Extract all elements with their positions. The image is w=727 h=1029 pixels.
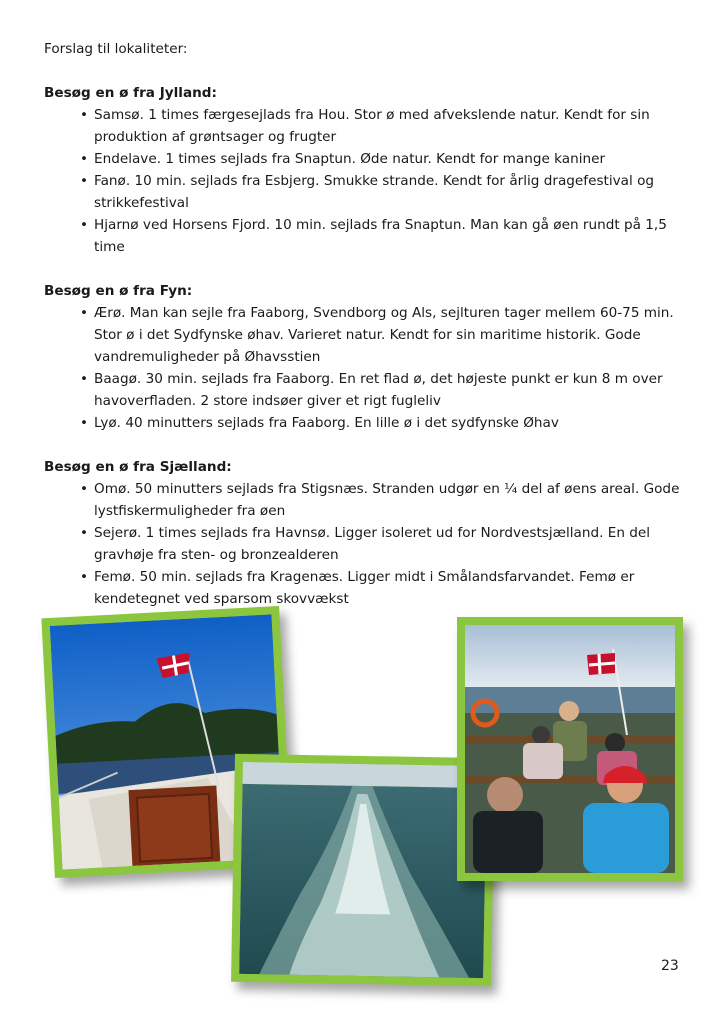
- main-text: [44, 38, 684, 632]
- page-number: 23: [661, 958, 679, 974]
- section-sjaelland: [44, 456, 684, 610]
- section-fyn: [44, 280, 684, 434]
- bullet-list: [44, 302, 684, 434]
- list-item: • Samsø. 1 times færgesejlads fra Hou. Stor ø med afvekslende natur. Kendt for sin produktion af grøntsager og frugter: [94, 104, 684, 148]
- photo-passengers: [457, 617, 683, 881]
- list-item: • Femø. 50 min. sejlads fra Kragenæs. Ligger midt i Smålandsfarvandet. Femø er kendetegnet ved sparsom skovvækst: [94, 566, 684, 610]
- list-item: • Sejerø. 1 times sejlads fra Havnsø. Ligger isoleret ud for Nordvestsjælland. En del gravhøje fra sten- og bronzealderen: [94, 522, 684, 566]
- photo-wake: [231, 754, 495, 987]
- list-item: • Endelave. 1 times sejlads fra Snaptun. Øde natur. Kendt for mange kaniner: [94, 148, 684, 170]
- list-item: • Hjarnø ved Horsens Fjord. 10 min. sejlads fra Snaptun. Man kan gå øen rundt på 1,5 time: [94, 214, 684, 258]
- bullet-list: [44, 104, 684, 258]
- bullet-list: [44, 478, 684, 610]
- passengers-image: [465, 625, 675, 873]
- section-jylland: [44, 82, 684, 258]
- list-item: • Omø. 50 minutters sejlads fra Stigsnæs. Stranden udgør en ¼ del af øens areal. Gode lystfiskermuligheder fra øen: [94, 478, 684, 522]
- list-item: • Fanø. 10 min. sejlads fra Esbjerg. Smukke strande. Kendt for årlig dragefestival og strikkefestival: [94, 170, 684, 214]
- list-item: • Ærø. Man kan sejle fra Faaborg, Svendborg og Als, sejlturen tager mellem 60-75 min. Stor ø i det Sydfynske øhav. Varieret natur. Kendt for sin maritime historik. Gode vandremuligheder på Øhavsstien: [94, 302, 684, 368]
- list-item: • Lyø. 40 minutters sejlads fra Faaborg. En lille ø i det sydfynske Øhav: [94, 412, 684, 434]
- intro-line: Forslag til lokaliteter:: [44, 41, 188, 57]
- wake-image: [239, 762, 487, 978]
- section-heading: Besøg en ø fra Jylland:: [44, 85, 217, 101]
- section-heading: Besøg en ø fra Fyn:: [44, 283, 193, 299]
- list-item: • Baagø. 30 min. sejlads fra Faaborg. En ret flad ø, det højeste punkt er kun 8 m over havoverfladen. 2 store indsøer giver et rigt fugleliv: [94, 368, 684, 412]
- section-heading: Besøg en ø fra Sjælland:: [44, 459, 232, 475]
